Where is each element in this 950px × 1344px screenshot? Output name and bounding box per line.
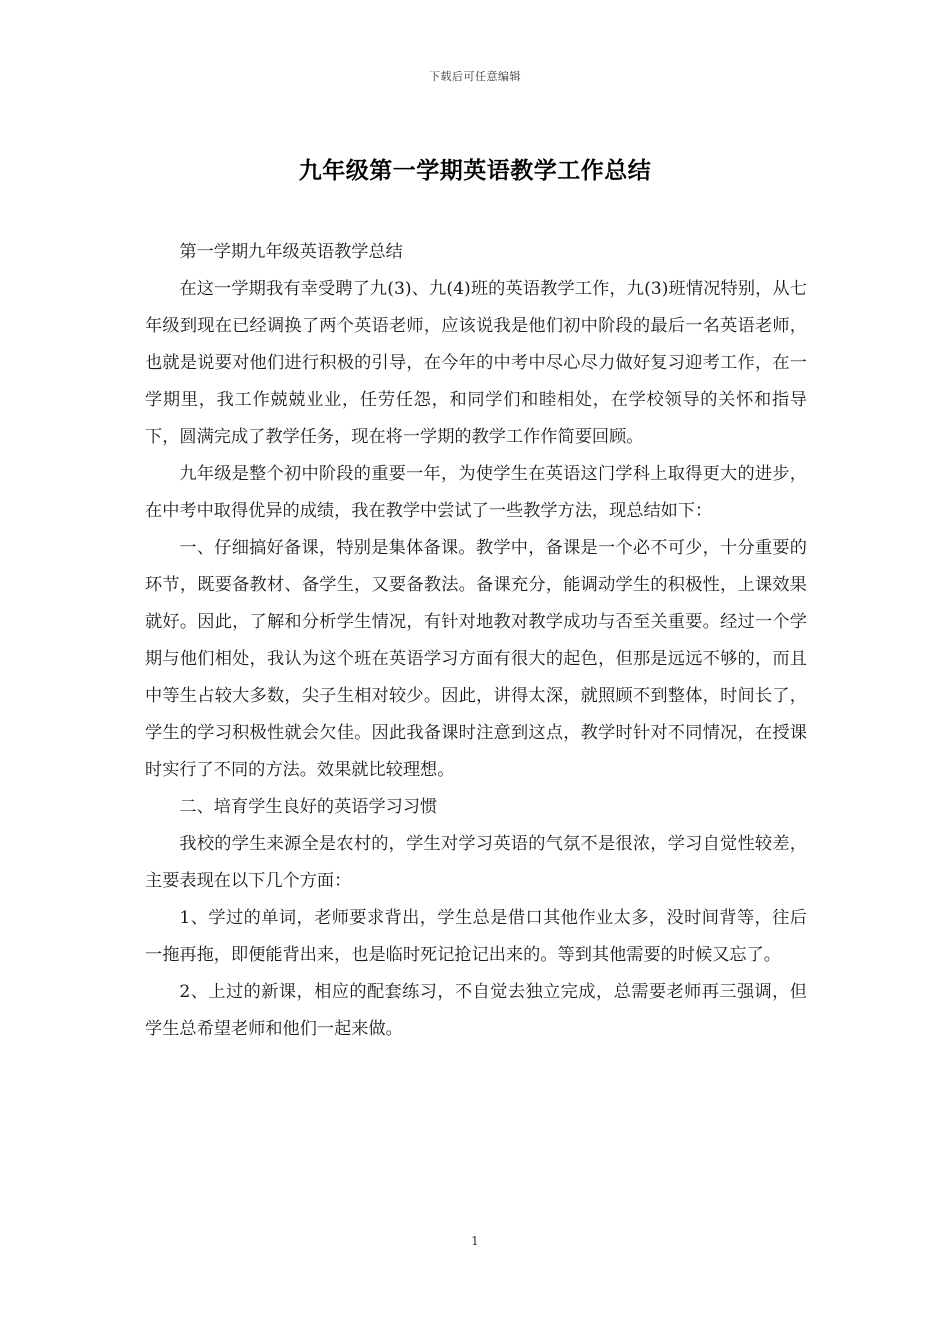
document-body [145, 234, 807, 1048]
section-one-paragraph: 一、仔细搞好备课，特别是集体备课。教学中，备课是一个必不可少，十分重要的环节，既要备教材、备学生，又要备教法。备课充分，能调动学生的积极性，上课效果就好。因此，了解和分析学生情况，有针对地教对教学成功与否至关重要。经过一个学期与他们相处，我认为这个班在英语学习方面有很大的起色，但那是远远不够的，而且中等生占较大多数，尖子生相对较少。因此，讲得太深，就照顾不到整体，时间长了，学生的学习积极性就会欠佳。因此我备课时注意到这点，教学时针对不同情况，在授课时实行了不同的方法。效果就比较理想。 [145, 538, 807, 780]
page-number: 1 [471, 1234, 479, 1248]
overview-paragraph: 九年级是整个初中阶段的重要一年，为使学生在英语这门学科上取得更大的进步，在中考中取得优异的成绩，我在教学中尝试了一些教学方法，现总结如下： [145, 464, 807, 521]
intro-paragraph: 在这一学期我有幸受聘了九(3)、九(4)班的英语教学工作，九(3)班情况特别，从七年级到现在已经调换了两个英语老师，应该说我是他们初中阶段的最后一名英语老师，也就是说要对他们进行积极的引导，在今年的中考中尽心尽力做好复习迎考工作，在一学期里，我工作兢兢业业，任劳任怨，和同学们和睦相处，在学校领导的关怀和指导下，圆满完成了教学任务，现在将一学期的教学工作作简要回顾。 [145, 279, 807, 447]
section-two-heading: 二、培育学生良好的英语学习习惯 [179, 797, 438, 817]
point-one-paragraph: 1、学过的单词，老师要求背出，学生总是借口其他作业太多，没时间背等，往后一拖再拖，即便能背出来，也是临时死记抢记出来的。等到其他需要的时候又忘了。 [145, 908, 807, 965]
subtitle-paragraph: 第一学期九年级英语教学总结 [179, 242, 403, 262]
point-two-paragraph: 2、上过的新课，相应的配套练习，不自觉去独立完成，总需要老师再三强调，但学生总希望老师和他们一起来做。 [145, 982, 807, 1039]
header-note: 下载后可任意编辑 [429, 70, 521, 83]
section-two-intro-paragraph: 我校的学生来源全是农村的，学生对学习英语的气氛不是很浓，学习自觉性较差，主要表现在以下几个方面： [145, 834, 807, 891]
document-title: 九年级第一学期英语教学工作总结 [298, 157, 652, 184]
